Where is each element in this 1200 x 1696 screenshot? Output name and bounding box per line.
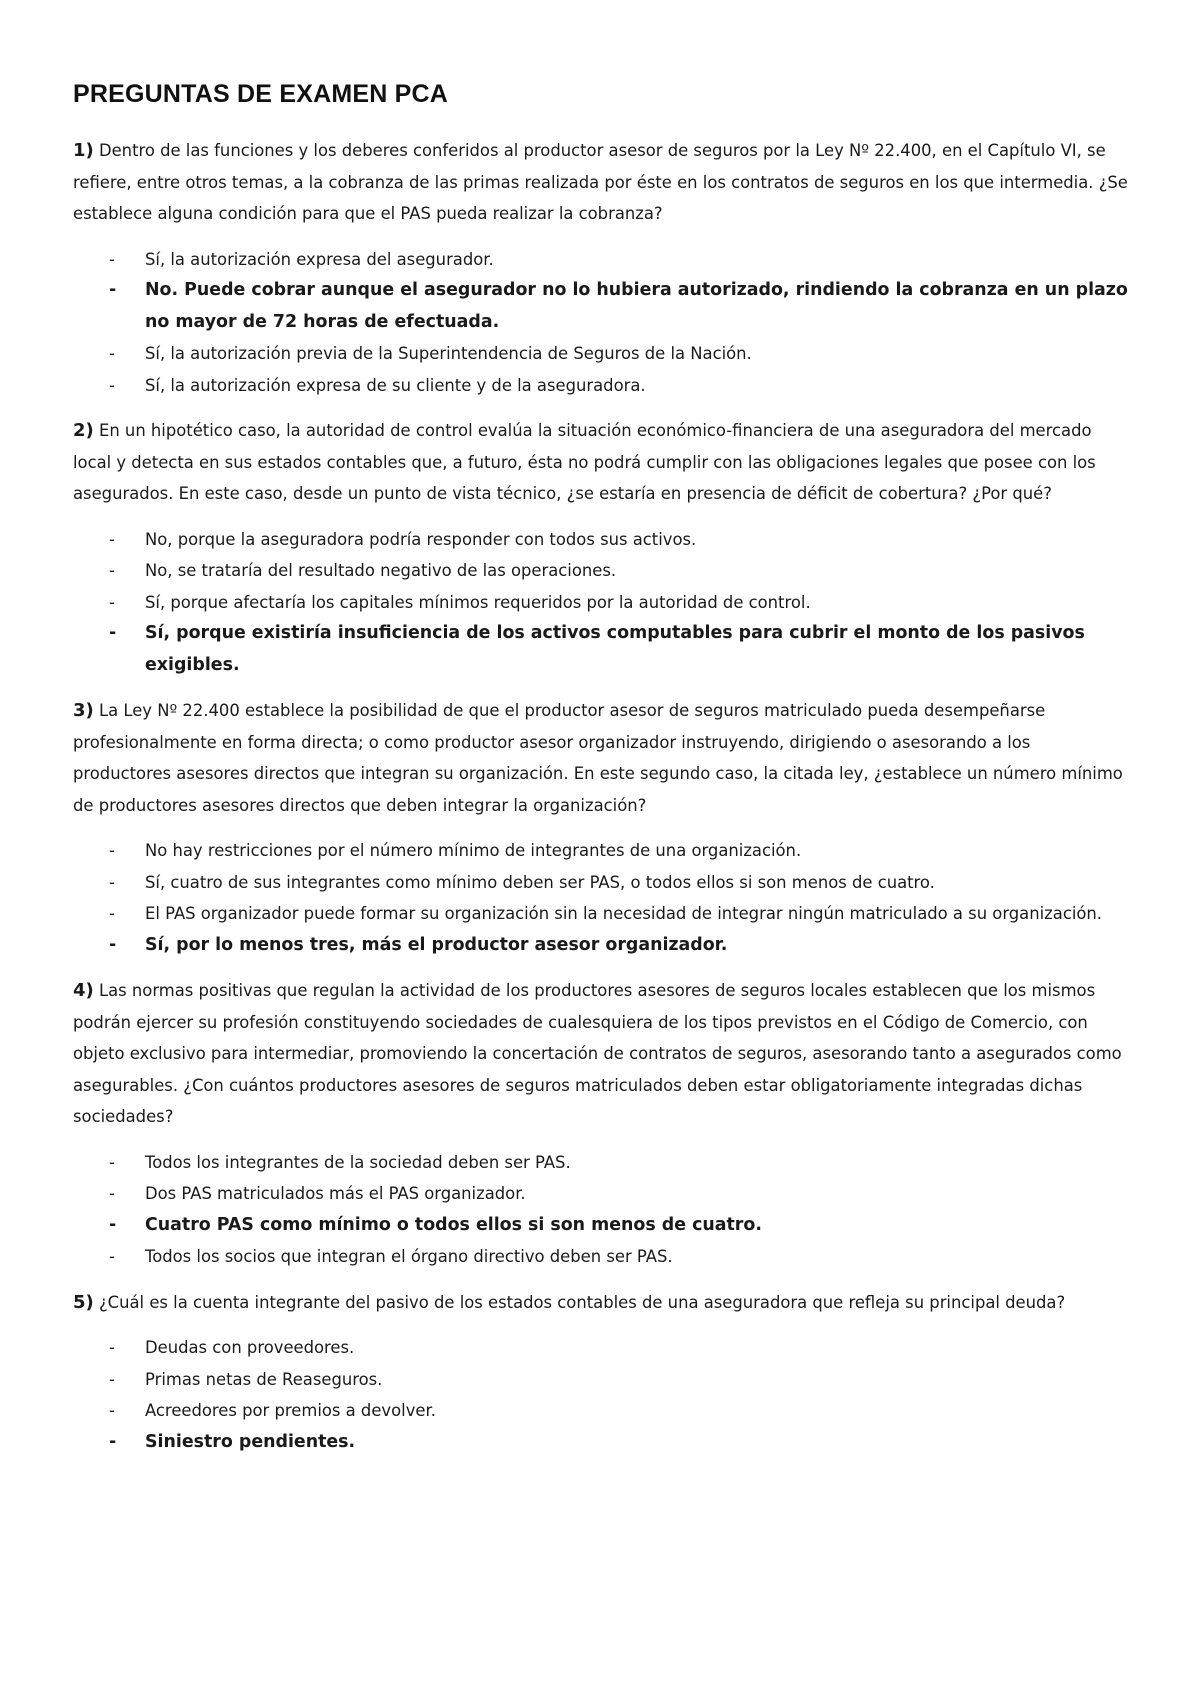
option-item [73, 1395, 1133, 1427]
bullet-dash: - [109, 1431, 117, 1452]
question-block [73, 695, 1133, 961]
option-item [73, 338, 1133, 370]
bullet-dash: - [109, 1401, 115, 1420]
document-page [73, 72, 1133, 1472]
option-text: No, se trataría del resultado negativo de las operaciones. [145, 561, 617, 580]
question-block [73, 135, 1133, 401]
bullet-dash: - [109, 529, 115, 549]
bullet-dash: - [109, 1369, 115, 1389]
option-item [73, 1332, 1133, 1364]
options-list [73, 524, 1133, 682]
option-item [73, 524, 1133, 556]
option-item-correct [73, 275, 1133, 338]
option-text: Primas netas de Reaseguros. [145, 1369, 383, 1389]
question-1 [73, 135, 1133, 230]
option-text: Todos los socios que integran el órgano directivo deben ser PAS. [145, 1247, 673, 1266]
bullet-dash: - [109, 934, 117, 955]
options-list [73, 1332, 1133, 1458]
option-text: Sí, la autorización expresa del asegurador. [145, 249, 494, 269]
option-item [73, 587, 1133, 619]
option-text: No. Puede cobrar aunque el asegurador no lo hubiera autorizado, rindiendo la cobranza en un plazo no mayor de 72 horas de efectuada. [145, 280, 1128, 332]
bullet-dash: - [109, 1152, 115, 1172]
question-3 [73, 695, 1133, 821]
question-4 [73, 975, 1133, 1133]
option-text: Sí, por lo menos tres, más el productor asesor organizador. [145, 934, 728, 955]
bullet-dash: - [109, 280, 117, 300]
bullet-dash: - [109, 249, 115, 269]
option-text: Deudas con proveedores. [145, 1338, 355, 1357]
page-title: PREGUNTAS DE EXAMEN PCA [73, 80, 449, 108]
question-number: 4) [73, 980, 94, 1001]
option-text: Sí, porque existiría insuficiencia de los activos computables para cubrir el monto de los pasivos exigibles. [145, 623, 1085, 675]
bullet-dash: - [109, 592, 115, 612]
option-item [73, 1364, 1133, 1396]
bullet-dash: - [109, 623, 117, 643]
option-item [73, 244, 1133, 276]
bullet-dash: - [109, 1338, 115, 1357]
option-item [73, 1147, 1133, 1179]
question-number: 5) [73, 1291, 94, 1313]
option-item [73, 1178, 1133, 1210]
options-list [73, 244, 1133, 402]
option-item [73, 867, 1133, 899]
option-item-correct [73, 1210, 1133, 1242]
question-number: 2) [73, 420, 94, 441]
option-text: Todos los integrantes de la sociedad deben ser PAS. [145, 1152, 571, 1172]
option-item [73, 370, 1133, 402]
option-text: No, porque la aseguradora podría responder con todos sus activos. [145, 529, 697, 549]
question-text: ¿Cuál es la cuenta integrante del pasivo de los estados contables de una aseguradora que refleja su principal deuda? [93, 1292, 1066, 1312]
question-text: La Ley Nº 22.400 establece la posibilidad de que el productor asesor de seguros matriculado pueda desempeñarse profesionalmente en forma directa; o como productor asesor organizador instruyendo, dirigiendo o asesorando a los productores asesores directos que integran su organización. En este segundo caso, la citada ley, ¿establece un número mínimo de productores asesores directos que deben integrar la organización? [73, 701, 1123, 815]
question-number: 1) [73, 140, 94, 161]
bullet-dash: - [109, 872, 115, 892]
option-text: Cuatro PAS como mínimo o todos ellos si son menos de cuatro. [145, 1214, 762, 1235]
option-item-correct [73, 1427, 1133, 1459]
option-text: Acreedores por premios a devolver. [145, 1401, 436, 1420]
option-text: El PAS organizador puede formar su organización sin la necesidad de integrar ningún matriculado a su organización. [145, 904, 1103, 923]
bullet-dash: - [109, 561, 115, 580]
option-text: No hay restricciones por el número mínimo de integrantes de una organización. [145, 841, 802, 860]
bullet-dash: - [109, 904, 115, 923]
option-text: Siniestro pendientes. [145, 1431, 356, 1452]
bullet-dash: - [109, 344, 115, 363]
option-text: Dos PAS matriculados más el PAS organizador. [145, 1184, 526, 1203]
option-item [73, 898, 1133, 930]
bullet-dash: - [109, 1214, 117, 1235]
option-item [73, 835, 1133, 867]
option-text: Sí, la autorización expresa de su cliente y de la aseguradora. [145, 375, 646, 395]
question-text: Dentro de las funciones y los deberes conferidos al productor asesor de seguros por la Ley Nº 22.400, en el Capítulo VI, se refiere, entre otros temas, a la cobranza de las primas realizada por éste en los contratos de seguros en los que intermedia. ¿Se establece alguna condición para que el PAS pueda realizar la cobranza? [73, 141, 1128, 223]
option-text: Sí, cuatro de sus integrantes como mínimo deben ser PAS, o todos ellos si son menos de cuatro. [145, 872, 935, 892]
option-text: Sí, la autorización previa de la Superintendencia de Seguros de la Nación. [145, 344, 752, 363]
bullet-dash: - [109, 375, 115, 395]
question-number: 3) [73, 700, 94, 721]
options-list [73, 835, 1133, 961]
bullet-dash: - [109, 841, 115, 860]
options-list [73, 1147, 1133, 1273]
option-item-correct [73, 618, 1133, 681]
question-block [73, 975, 1133, 1273]
option-item [73, 1241, 1133, 1273]
question-2 [73, 415, 1133, 510]
bullet-dash: - [109, 1184, 115, 1203]
question-text: Las normas positivas que regulan la actividad de los productores asesores de seguros locales establecen que los mismos podrán ejercer su profesión constituyendo sociedades de cualesquiera de los tipos previstos en el Código de Comercio, con objeto exclusivo para intermediar, promoviendo la concertación de contratos de seguros, asesorando tanto a asegurados como asegurables. ¿Con cuántos productores asesores de seguros matriculados deben estar obligatoriamente integradas dichas sociedades? [73, 981, 1122, 1126]
option-item-correct [73, 930, 1133, 962]
option-text: Sí, porque afectaría los capitales mínimos requeridos por la autoridad de control. [145, 592, 811, 612]
bullet-dash: - [109, 1247, 115, 1266]
question-block [73, 415, 1133, 681]
question-5 [73, 1287, 1133, 1319]
question-text: En un hipotético caso, la autoridad de control evalúa la situación económico-financiera de una aseguradora del mercado local y detecta en sus estados contables que, a futuro, ésta no podrá cumplir con las obligaciones legales que posee con los asegurados. En este caso, desde un punto de vista técnico, ¿se estaría en presencia de déficit de cobertura? ¿Por qué? [73, 421, 1096, 503]
question-block [73, 1287, 1133, 1459]
option-item [73, 555, 1133, 587]
